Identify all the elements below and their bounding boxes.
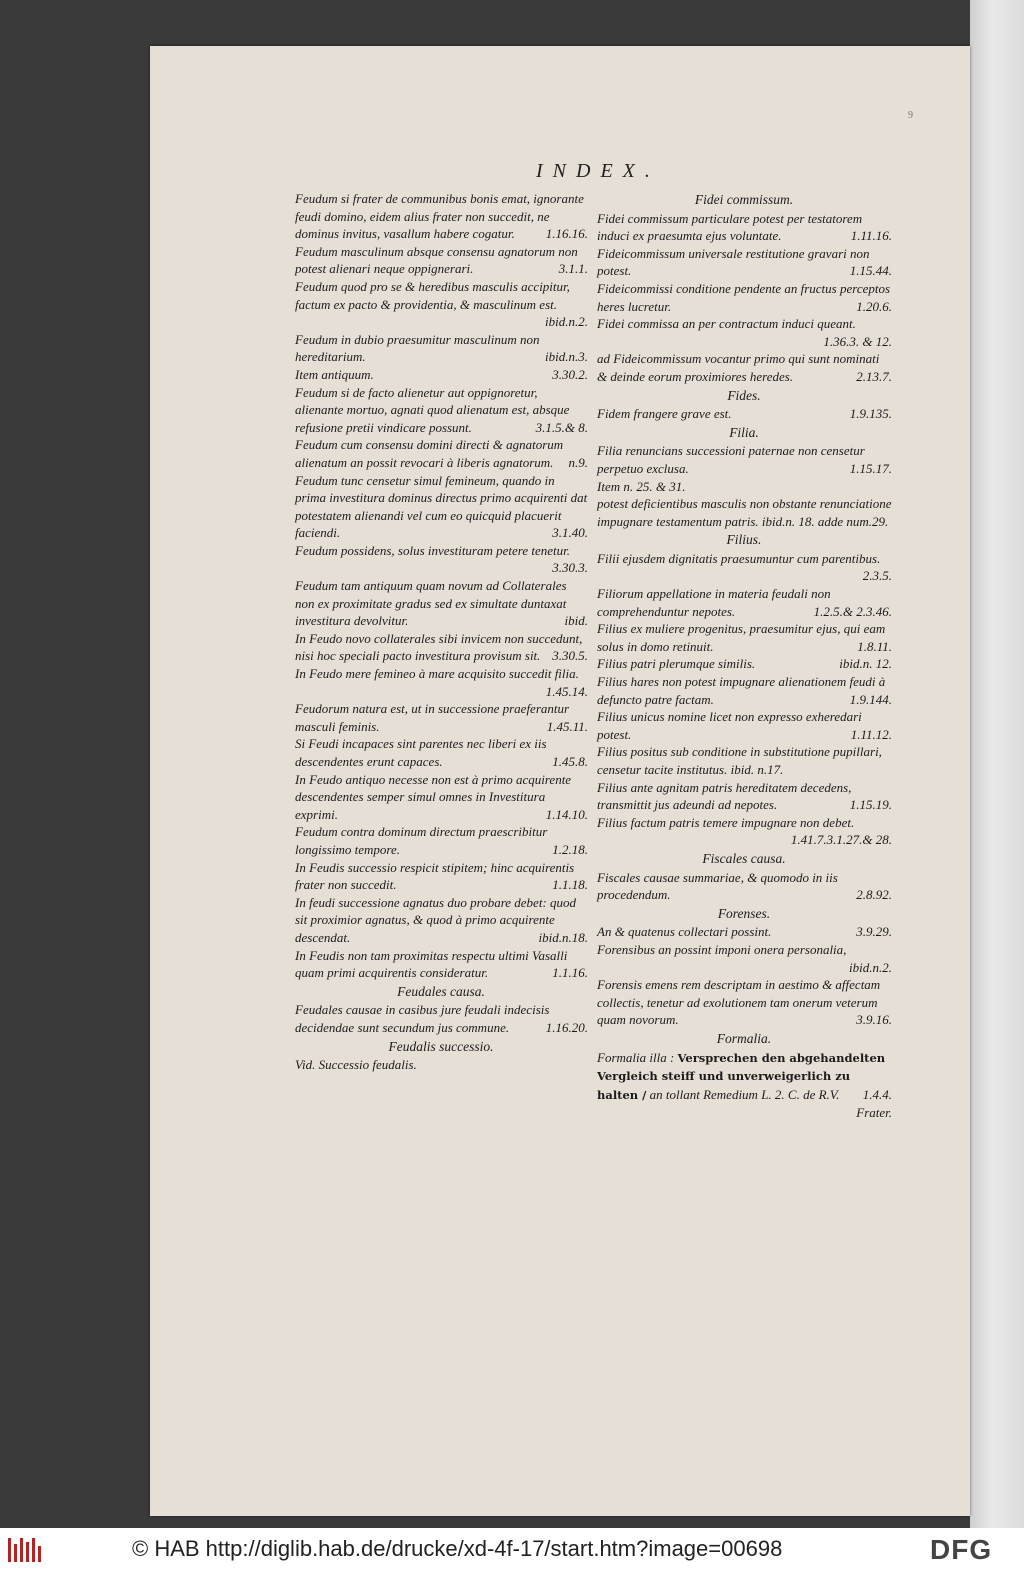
index-heading: Formalia. bbox=[716, 1030, 772, 1046]
hab-logo-icon bbox=[6, 1534, 46, 1566]
entry-reference: 1.15.17. bbox=[849, 460, 892, 476]
dfg-logo: DFG bbox=[930, 1534, 993, 1565]
entry-text: Formalia illa : bbox=[597, 1049, 675, 1065]
index-entry bbox=[596, 210, 892, 245]
entry-text: Feudum tunc censetur simul femineum, quando in prima investitura dominus directus primo acquirenti dat potestatem alienandi vel cum eo quicquid placuerit faciendi. bbox=[295, 472, 588, 541]
entry-text: Filius hares non potest impugnare alienationem feudi à defuncto patre factam. bbox=[597, 674, 886, 707]
entry-text: Vid. Successio feudalis. bbox=[295, 1057, 417, 1073]
entry-text: Filiorum appellatione in materia feudali non comprehenduntur nepotes. bbox=[597, 586, 831, 619]
index-entry bbox=[294, 472, 588, 542]
entry-text: Fidem frangere grave est. bbox=[597, 406, 732, 422]
entry-text: Filius ex muliere progenitus, praesumitur ejus, qui eam solus in domo retinuit. bbox=[597, 621, 886, 654]
entry-reference: 1.15.19. bbox=[849, 797, 892, 813]
index-entry bbox=[596, 779, 892, 814]
index-entry bbox=[596, 350, 892, 385]
index-entry bbox=[294, 542, 588, 577]
entry-text: Fideicommissi conditione pendente an fructus perceptos heres lucretur. bbox=[597, 280, 891, 314]
entry-text: Feudum quod pro se & heredibus masculis accipitur, factum ex pacto & providentia, & masculinum est. bbox=[295, 278, 570, 312]
entry-reference: 1.2.5.& 2.3.46. bbox=[813, 603, 892, 619]
index-entry bbox=[294, 278, 588, 331]
entry-reference: 3.9.29. bbox=[856, 924, 892, 940]
index-entry bbox=[596, 245, 892, 280]
entry-text: Feudum contra dominum directum praescribitur longissimo tempore. bbox=[295, 824, 548, 857]
catchword: Frater. bbox=[856, 1105, 892, 1121]
index-entry bbox=[596, 743, 892, 778]
entry-text: Fiscales causae summariae, & quomodo in iis procedendum. bbox=[597, 869, 838, 903]
index-entry bbox=[596, 673, 892, 708]
entry-reference: 1.16.16. bbox=[545, 226, 588, 242]
entry-text: Si Feudi incapaces sint parentes nec liberi ex iis descendentes erunt capaces. bbox=[295, 736, 547, 769]
entry-text: Feudum masculinum absque consensu agnatorum non potest alienari neque oppignerari. bbox=[295, 243, 578, 277]
index-entry bbox=[596, 814, 892, 849]
index-entry bbox=[294, 947, 588, 982]
entry-reference: 1.9.144. bbox=[849, 691, 892, 707]
entry-text: An & quatenus collectari possint. bbox=[597, 924, 772, 940]
entry-reference: 1.11.16. bbox=[850, 228, 892, 244]
entry-reference: 2.8.92. bbox=[856, 887, 892, 903]
entry-text: Feudum tam antiquum quam novum ad Collaterales non ex proximitate gradus sed ex simultate duntaxat investitura devolvitur. bbox=[295, 578, 567, 629]
entry-reference: 2.13.7. bbox=[856, 368, 892, 384]
entry-text: ad Fideicommissum vocantur primo qui sunt nominati & deinde eorum proximiores heredes. bbox=[597, 351, 880, 384]
entry-text: Feudorum natura est, ut in successione praeferantur masculi feminis. bbox=[295, 701, 570, 734]
entry-reference: ibid.n. 12. bbox=[839, 656, 892, 672]
index-entry bbox=[294, 436, 588, 471]
entry-reference: 1.2.18. bbox=[552, 841, 588, 857]
entry-reference: ibid.n.18. bbox=[538, 929, 588, 945]
entry-reference: 1.20.6. bbox=[856, 298, 892, 314]
entry-reference: 1.45.11. bbox=[546, 718, 588, 734]
entry-text: Feudum cum consensu domini directi & agnatorum alienatum an possit revocari à liberis agnatorum. bbox=[295, 437, 564, 470]
entry-reference: ibid.n.2. bbox=[849, 959, 892, 975]
entry-reference: ibid.n.3. bbox=[545, 349, 588, 365]
index-entry bbox=[596, 405, 892, 423]
index-heading: Feudales causa. bbox=[397, 983, 485, 999]
index-entry bbox=[294, 665, 588, 700]
entry-text: In Feudis non tam proximitas respectu ultimi Vasalli quam primi acquirentis consideratur. bbox=[295, 947, 568, 981]
entry-text: Feudum in dubio praesumitur masculinum non hereditarium. bbox=[295, 331, 540, 365]
entry-reference: 1.15.44. bbox=[849, 263, 892, 279]
index-entry bbox=[596, 869, 892, 904]
index-entry bbox=[294, 823, 588, 858]
entry-text: Feudales causae in casibus jure feudali indecisis decidendae sunt secundum jus commune. bbox=[295, 1002, 550, 1035]
index-entry bbox=[294, 859, 588, 894]
footer-bar bbox=[0, 1528, 1024, 1572]
entry-text: Filius factum patris temere impugnare non debet. bbox=[597, 814, 855, 830]
adjacent-page-edge bbox=[970, 0, 1024, 1528]
index-entry bbox=[294, 331, 588, 366]
entry-reference: n.9. bbox=[568, 454, 588, 470]
index-heading: Forenses. bbox=[717, 905, 771, 921]
entry-text: Fidei commissum particulare potest per testatorem induci ex praesumta ejus voluntate. bbox=[597, 210, 863, 244]
index-entry bbox=[294, 735, 588, 770]
index-entry bbox=[294, 771, 588, 824]
entry-reference: ibid.n.2. bbox=[545, 314, 588, 330]
entry-text: In feudi successione agnatus duo probare debet: quod sit proximior agnatus, & quod à primo acquirente descendat. bbox=[295, 894, 577, 945]
left-index-column bbox=[294, 190, 588, 1074]
footer-url-link[interactable]: © HAB http://diglib.hab.de/drucke/xd-4f-17/start.htm?image=00698 bbox=[132, 1536, 783, 1561]
index-entry bbox=[596, 655, 892, 673]
index-heading: Filius. bbox=[726, 532, 762, 548]
entry-text: Filius positus sub conditione in substitutione pupillari, censetur tacite institutus. ibid. n.17. bbox=[597, 744, 882, 777]
entry-text: In Feudo antiquo necesse non est à primo acquirente descendentes semper simul omnes in Investitura exprimi. bbox=[295, 771, 572, 822]
index-heading: Fidei commissum. bbox=[694, 192, 794, 207]
index-entry bbox=[596, 478, 892, 496]
entry-reference: 1.14.10. bbox=[545, 806, 588, 822]
entry-text: Feudum possidens, solus investituram petere tenetur. bbox=[295, 542, 571, 558]
index-entry bbox=[596, 550, 892, 585]
entry-reference: 1.4.4. bbox=[862, 1086, 892, 1102]
blackletter-text: Versprechen den abgehandelten Vergleich steiff und unverweigerlich zu halten / bbox=[597, 1050, 886, 1102]
index-entry bbox=[596, 495, 892, 530]
index-heading: Fides. bbox=[727, 387, 761, 403]
entry-reference: 3.9.16. bbox=[856, 1012, 892, 1028]
entry-reference: 1.11.12. bbox=[850, 726, 892, 742]
index-entry bbox=[294, 384, 588, 437]
index-entry bbox=[294, 1001, 588, 1036]
entry-text: Forensis emens rem descriptam in aestimo & affectam collectis, tenetur ad exolutionem tam onerum veterum quam novorum. bbox=[597, 977, 881, 1028]
entry-reference: 1.36.3. & 12. bbox=[823, 333, 892, 349]
entry-reference: 1.45.8. bbox=[552, 754, 588, 769]
index-entry bbox=[294, 190, 588, 243]
entry-reference: 3.1.40. bbox=[552, 525, 588, 541]
index-entry bbox=[596, 585, 892, 620]
index-entry bbox=[596, 280, 892, 315]
index-heading: Fiscales causa. bbox=[702, 850, 786, 866]
entry-text: potest deficientibus masculis non obstante renunciatione impugnare testamentum patris. ibid.n. 18. adde num.29. bbox=[597, 496, 892, 529]
entry-text: Fideicommissum universale restitutione gravari non potest. bbox=[597, 245, 870, 279]
entry-reference: 3.30.2. bbox=[552, 366, 588, 382]
index-entry bbox=[294, 243, 588, 278]
entry-text: In Feudo mere femineo à mare acquisito succedit filia. bbox=[295, 666, 579, 682]
entry-text: In Feudo novo collaterales sibi invicem non succedunt, nisi hoc speciali pacto investitura provisum sit. bbox=[295, 630, 583, 664]
entry-reference: 1.16.20. bbox=[545, 1019, 588, 1035]
entry-reference: 1.41.7.3.1.27.& 28. bbox=[790, 832, 892, 848]
index-entry bbox=[596, 976, 892, 1029]
entry-text: Filia renuncians successioni paternae non censetur perpetuo exclusa. bbox=[597, 443, 865, 476]
entry-text: Forensibus an possint imponi onera personalia, bbox=[597, 941, 847, 957]
page-number-mark: 9 bbox=[908, 110, 913, 121]
index-entry bbox=[596, 923, 892, 941]
index-entry bbox=[294, 894, 588, 947]
entry-reference: ibid. bbox=[564, 613, 588, 629]
right-index-column bbox=[596, 190, 892, 1122]
running-head: INDEX. bbox=[536, 160, 660, 182]
entry-reference: 1.1.18. bbox=[552, 877, 588, 893]
entry-reference: 3.1.1. bbox=[558, 261, 588, 277]
entry-reference: 1.1.16. bbox=[552, 965, 588, 981]
entry-reference: 3.30.3. bbox=[552, 560, 588, 576]
index-heading: Feudalis successio. bbox=[388, 1038, 494, 1054]
entry-text: Item n. 25. & 31. bbox=[597, 478, 686, 494]
entry-text: Filius ante agnitam patris hereditatem decedens, transmittit jus adeundi ad nepotes. bbox=[597, 779, 852, 813]
index-entry bbox=[596, 708, 892, 743]
index-entry bbox=[294, 700, 588, 735]
entry-reference: 3.1.5.& 8. bbox=[535, 419, 588, 435]
index-entry bbox=[596, 1049, 892, 1105]
index-entry bbox=[294, 1056, 588, 1074]
index-entry bbox=[596, 941, 892, 976]
entry-reference: 2.3.5. bbox=[862, 568, 892, 584]
index-entry bbox=[294, 366, 588, 384]
index-entry bbox=[294, 577, 588, 630]
entry-reference: 3.30.5. bbox=[552, 648, 588, 664]
index-heading: Filia. bbox=[729, 424, 759, 440]
entry-text: Filii ejusdem dignitatis praesumuntur cum parentibus. bbox=[597, 550, 881, 566]
index-entry bbox=[294, 630, 588, 665]
entry-text: Fidei commissa an per contractum induci queant. bbox=[597, 316, 856, 332]
entry-text: Filius patri plerumque similis. bbox=[597, 656, 756, 672]
index-entry bbox=[596, 620, 892, 655]
entry-text: Filius unicus nomine licet non expresso exheredari potest. bbox=[597, 709, 862, 742]
entry-text: In Feudis successio respicit stipitem; hinc acquirentis frater non succedit. bbox=[295, 859, 575, 893]
entry-text: Item antiquum. bbox=[295, 366, 374, 382]
entry-reference: 1.9.135. bbox=[849, 406, 892, 422]
entry-reference: 1.45.14. bbox=[545, 683, 588, 699]
entry-text: Feudum si de facto alienetur aut oppignoretur, alienante mortuo, agnati quod alienatum est, absque refusione pretii vindicare possunt. bbox=[295, 384, 570, 435]
entry-text: an tollant Remedium L. 2. C. de R.V. bbox=[649, 1086, 840, 1102]
entry-text: Feudum si frater de communibus bonis emat, ignorante feudi domino, eidem alius frater non succedit, ne dominus invitus, vasallum habere cogatur. bbox=[295, 191, 584, 242]
index-entry bbox=[596, 442, 892, 477]
index-entry bbox=[596, 315, 892, 350]
entry-reference: 1.8.11. bbox=[857, 638, 892, 654]
